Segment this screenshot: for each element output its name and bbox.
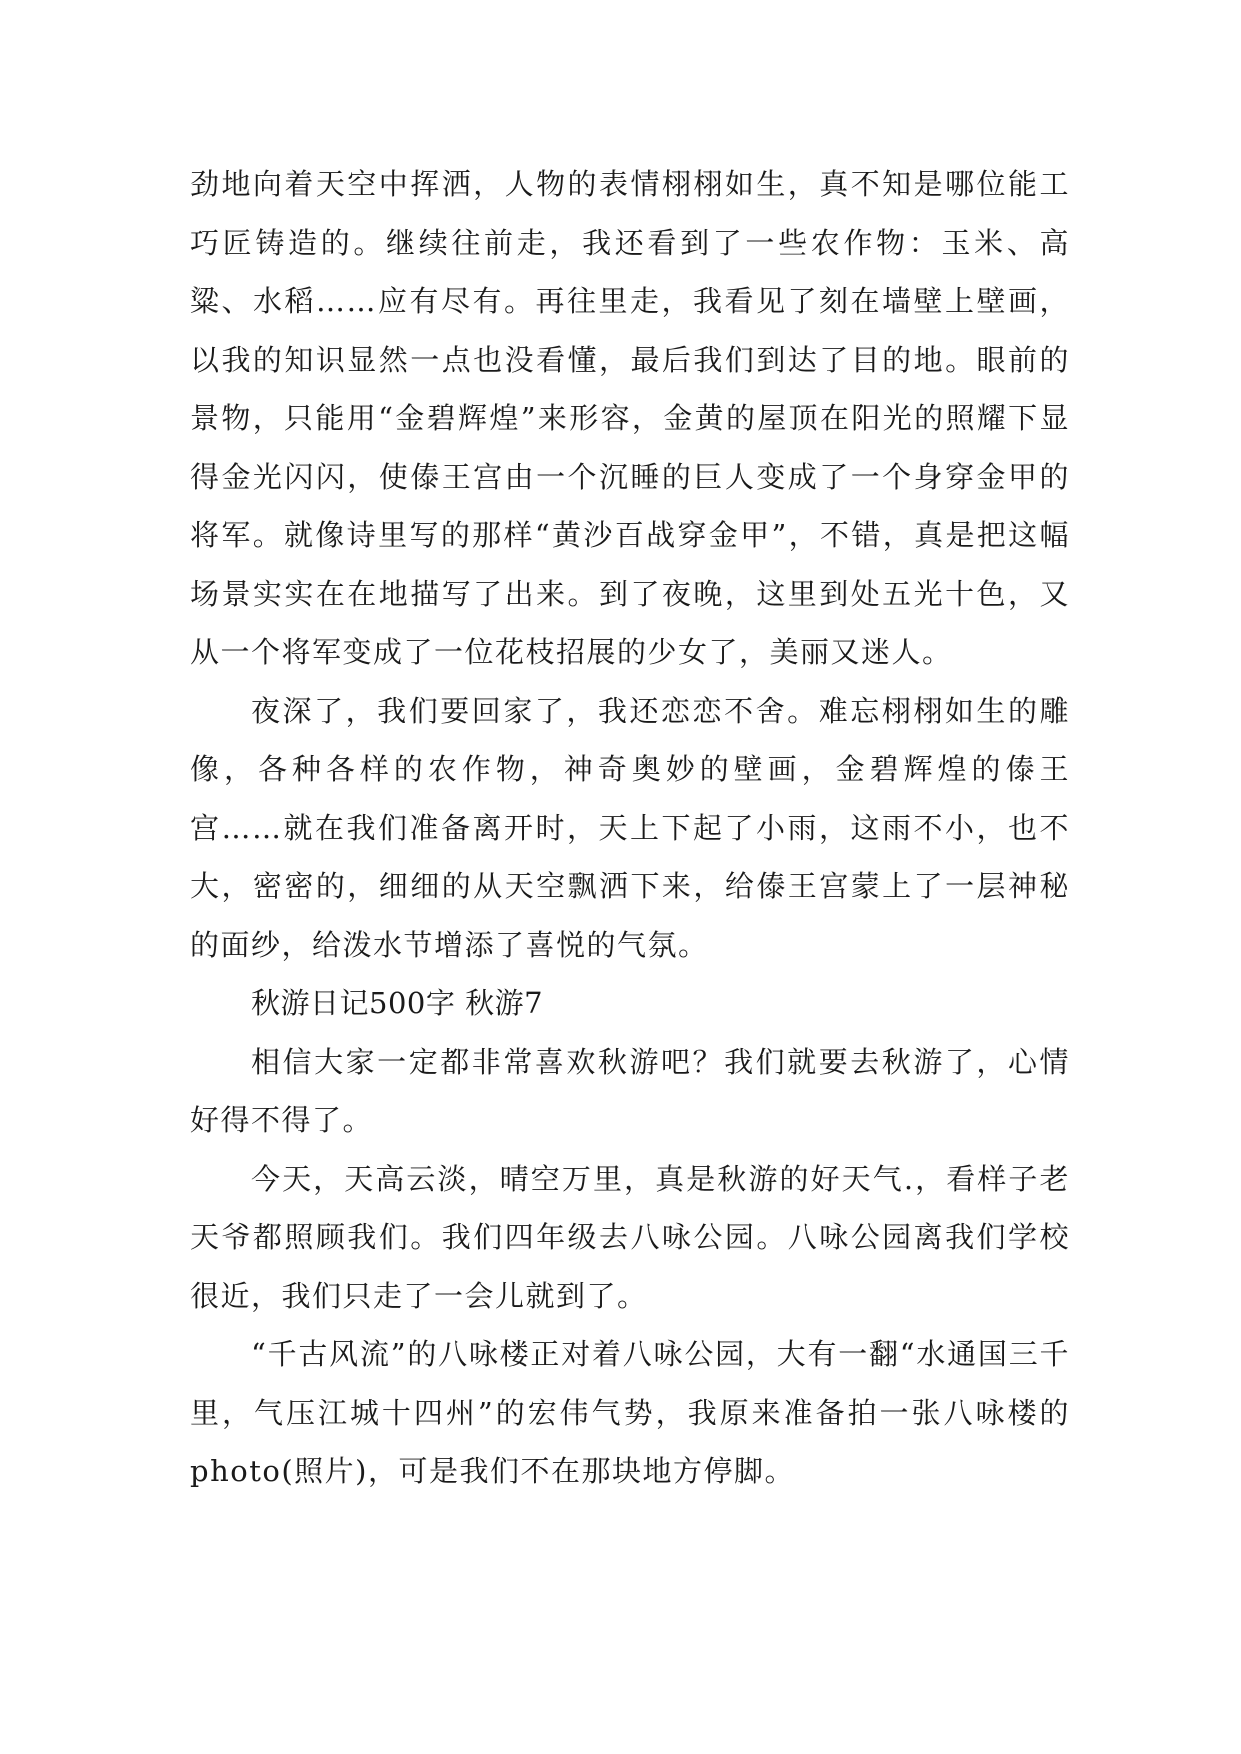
body-paragraph-1: 劲地向着天空中挥洒，人物的表情栩栩如生，真不知是哪位能工巧匠铸造的。继续往前走，我还看到了一些农作物：玉米、高粱、水稻……应有尽有。再往里走，我看见了刻在墙壁上壁画，以我的知识显然一点也没看懂，最后我们到达了目的地。眼前的景物，只能用“金碧辉煌”来形容，金黄的屋顶在阳光的照耀下显得金光闪闪，使傣王宫由一个沉睡的巨人变成了一个身穿金甲的将军。就像诗里写的那样“黄沙百战穿金甲”，不错，真是把这幅场景实实在在地描写了出来。到了夜晚，这里到处五光十色，又从一个将军变成了一位花枝招展的少女了，美丽又迷人。 (190, 167, 1070, 669)
body-paragraph-4: 今天，天高云淡，晴空万里，真是秋游的好天气.，看样子老天爷都照顾我们。我们四年级去八咏公园。八咏公园离我们学校很近，我们只走了一会儿就到了。 (190, 1161, 1070, 1313)
document-body (190, 155, 1070, 1501)
body-paragraph-2: 夜深了，我们要回家了，我还恋恋不舍。难忘栩栩如生的雕像，各种各样的农作物，神奇奥妙的壁画，金碧辉煌的傣王宫……就在我们准备离开时，天上下起了小雨，这雨不小，也不大，密密的，细细的从天空飘洒下来，给傣王宫蒙上了一层神秘的面纱，给泼水节增添了喜悦的气氛。 (190, 693, 1070, 962)
body-paragraph-3: 相信大家一定都非常喜欢秋游吧？我们就要去秋游了，心情好得不得了。 (190, 1044, 1070, 1137)
body-paragraph-5: “千古风流”的八咏楼正对着八咏公园，大有一翻“水通国三千里，气压江城十四州”的宏伟气势，我原来准备拍一张八咏楼的photo(照片)，可是我们不在那块地方停脚。 (190, 1337, 1070, 1488)
section-heading: 秋游日记500字 秋游7 (251, 986, 544, 1020)
